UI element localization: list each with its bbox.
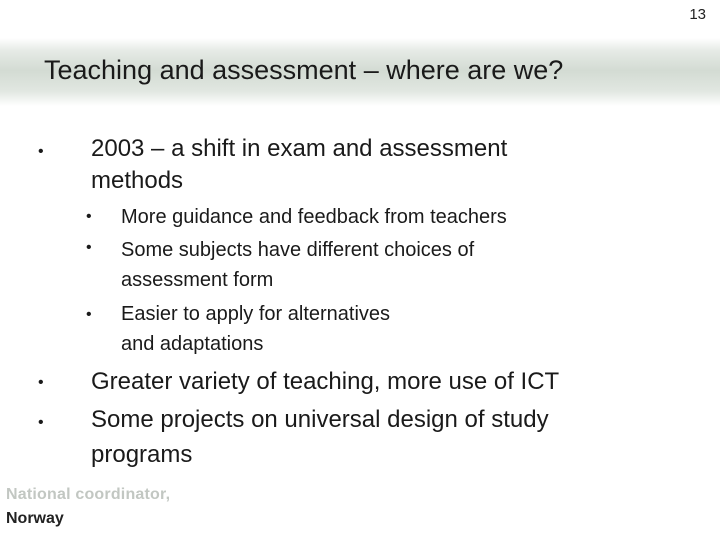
sub-bullet-marker: • bbox=[86, 306, 92, 323]
sub-bullet-marker: • bbox=[86, 208, 92, 225]
bullet-text: 2003 – a shift in exam and assessment bbox=[91, 135, 508, 162]
sub-bullet-text: and adaptations bbox=[121, 333, 264, 355]
footer-affiliation: National coordinator, bbox=[6, 486, 171, 503]
bullet-text: programs bbox=[91, 441, 193, 468]
sub-bullet-text: More guidance and feedback from teachers bbox=[121, 206, 507, 228]
sub-bullet-marker: • bbox=[86, 239, 92, 256]
bullet-text: methods bbox=[91, 167, 184, 194]
sub-bullet-text: assessment form bbox=[121, 269, 274, 291]
bullet-text: Greater variety of teaching, more use of ICT bbox=[91, 368, 560, 395]
sub-bullet-text: Easier to apply for alternatives bbox=[121, 303, 391, 325]
bullet-marker: • bbox=[38, 414, 44, 431]
bullet-text: Some projects on universal design of study bbox=[91, 406, 549, 433]
page-number: 13 bbox=[689, 6, 706, 23]
bullet-marker: • bbox=[38, 143, 44, 160]
sub-bullet-text: Some subjects have different choices of bbox=[121, 239, 475, 261]
footer-country: Norway bbox=[6, 510, 64, 527]
slide-title: Teaching and assessment – where are we? bbox=[44, 55, 564, 85]
bullet-marker: • bbox=[38, 374, 44, 391]
